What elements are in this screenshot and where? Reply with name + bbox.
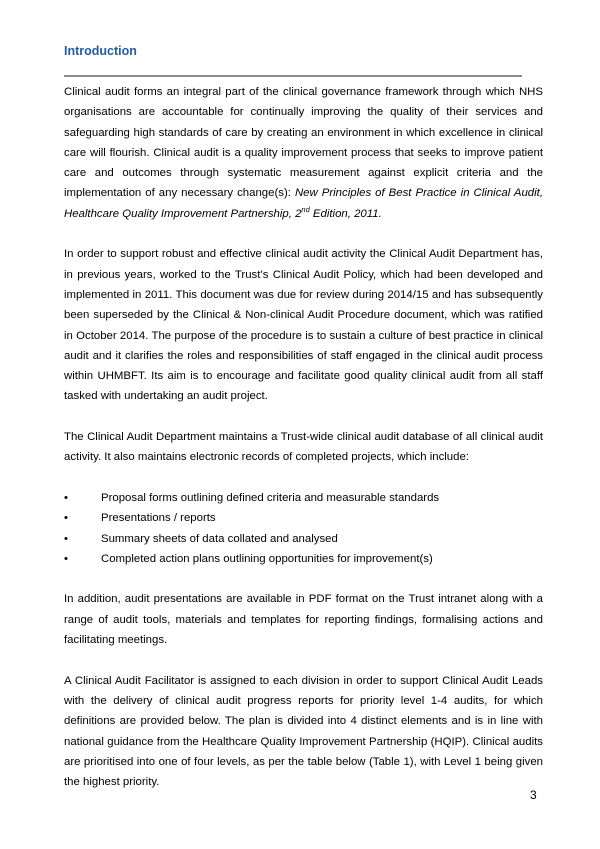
bullet-icon: • xyxy=(64,512,68,525)
intro-paragraph-1 xyxy=(64,82,543,224)
list-item-text: Summary sheets of data collated and analysed xyxy=(101,532,338,545)
list-item xyxy=(64,529,543,549)
list-item-text: Proposal forms outlining defined criteria and measurable standards xyxy=(101,491,440,504)
document-body xyxy=(64,82,543,792)
citation-superscript: nd xyxy=(301,204,310,214)
page-number: 3 xyxy=(530,788,537,802)
section-heading: Introduction xyxy=(64,44,137,58)
bullet-icon: • xyxy=(64,552,68,565)
records-list xyxy=(64,488,543,569)
paragraph-1-text: Clinical audit forms an integral part of the clinical governance framework through which NHS organisations are accountable for continually improving the quality of their services and safeguarding high standards of care by creating an environment in which excellence in clinical care will flourish. Clinical audit is a quality improvement process that seeks to improve patient care and outcomes through systematic measurement against explicit criteria and the implementation of any necessary change(s): xyxy=(64,86,543,200)
heading-divider xyxy=(64,75,522,77)
list-item xyxy=(64,549,543,569)
citation-pre: New Principles of Best Practice in Clinical Audit, Healthcare Quality Improvement Partnership, 2 xyxy=(64,187,543,220)
intro-paragraph-3: The Clinical Audit Department maintains a Trust-wide clinical audit database of all clinical audit activity. It also maintains electronic records of completed projects, which include: xyxy=(64,431,543,464)
list-item xyxy=(64,488,543,508)
list-item xyxy=(64,508,543,528)
intro-paragraph-2: In order to support robust and effective clinical audit activity the Clinical Audit Department has, in previous years, worked to the Trust’s Clinical Audit Policy, which had been developed and implemented in 2011. This document was due for review during 2014/15 and has subsequently been superseded by the Clinical & Non-clinical Audit Procedure document, which was ratified in October 2014. The purpose of the procedure is to sustain a culture of best practice in clinical audit and it clarifies the roles and responsibilities of staff engaged in the clinical audit process within UHMBFT. Its aim is to encourage and facilitate good quality clinical audit from all staff tasked with undertaking an audit project. xyxy=(64,248,543,403)
bullet-icon: • xyxy=(64,491,68,504)
intro-paragraph-5: A Clinical Audit Facilitator is assigned to each division in order to support Clinical Audit Leads with the delivery of clinical audit progress reports for priority level 1-4 audits, for which definitions are provided below. The plan is divided into 4 distinct elements and is in line with national guidance from the Healthcare Quality Improvement Partnership (HQIP). Clinical audits are prioritised into one of four levels, as per the table below (Table 1), with Level 1 being given the highest priority. xyxy=(64,674,543,789)
list-item-text: Presentations / reports xyxy=(101,512,216,525)
intro-paragraph-4: In addition, audit presentations are available in PDF format on the Trust intranet along with a range of audit tools, materials and templates for reporting findings, formalising actions and facilitating meetings. xyxy=(64,593,543,647)
bullet-icon: • xyxy=(64,532,68,545)
citation-post: Edition, 2011. xyxy=(309,207,382,220)
list-item-text: Completed action plans outlining opportunities for improvement(s) xyxy=(101,552,433,565)
